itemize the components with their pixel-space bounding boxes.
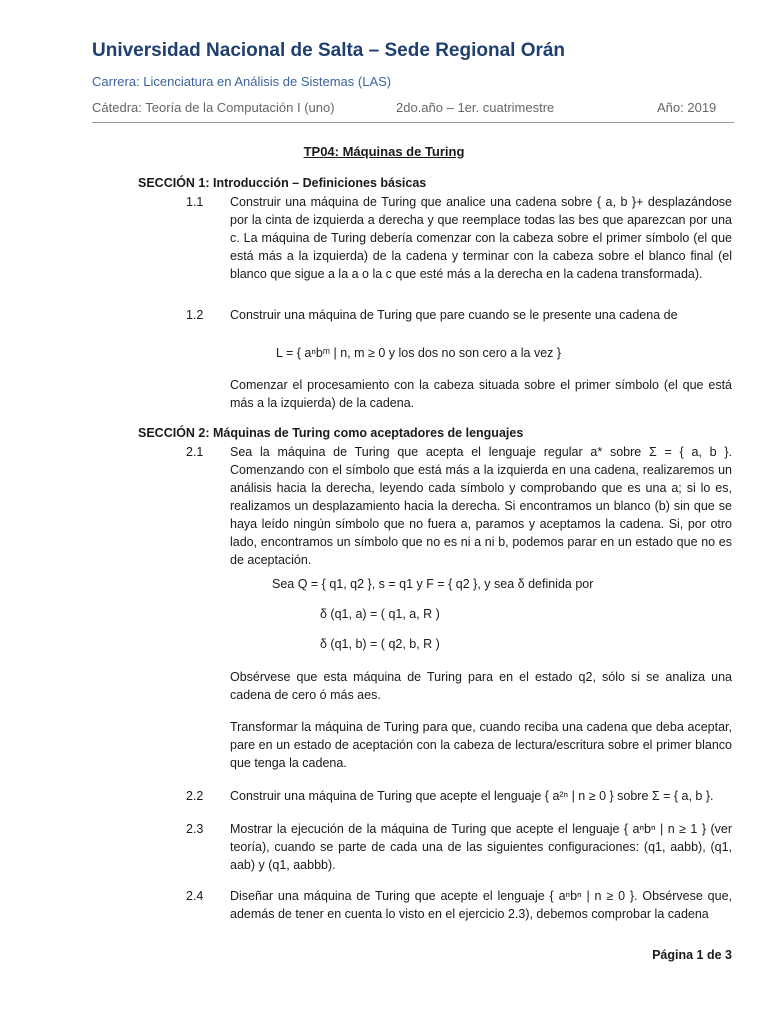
exercise-number: 2.3 [186, 822, 204, 836]
page-number: Página 1 de 3 [652, 948, 732, 962]
exercise-2-2-text: Construir una máquina de Turing que acepte el lenguaje { a²ⁿ | n ≥ 0 } sobre Σ = { a, b }. [230, 789, 714, 803]
exercise-number: 1.1 [186, 195, 204, 209]
language-formula: L = { aⁿbᵐ | n, m ≥ 0 y los dos no son cero a la vez } [276, 346, 562, 360]
exercise-number: 2.1 [186, 445, 204, 459]
machine-definition: Sea Q = { q1, q2 }, s = q1 y F = { q2 }, y sea δ definida por [272, 577, 594, 591]
exercise-2-1-task: Transformar la máquina de Turing para que, cuando reciba una cadena que deba aceptar, pare en un estado de aceptación con la cabeza de lectura/escritura sobre el primer blanco que tenga la cadena. [230, 720, 732, 770]
university-title: Universidad Nacional de Salta – Sede Regional Orán [92, 40, 566, 61]
section-2-heading: SECCIÓN 2: Máquinas de Turing como aceptadores de lenguajes [138, 426, 524, 440]
page-title: TP04: Máquinas de Turing [303, 144, 465, 159]
chair-label: Cátedra: Teoría de la Computación I (uno) [92, 100, 335, 115]
header-divider [92, 122, 734, 123]
exercise-2-1-text: Sea la máquina de Turing que acepta el lenguaje regular a* sobre Σ = { a, b }. Comenzando con el símbolo que está más a la izquierda en una cadena, realizaremos un análisis hacia la derecha, leyendo cada símbolo y comprobando que es una a; si lo es, realizamos un desplazamiento hacia la derecha. Si encontramos un blanco (b) sin que se haya leído ningún símbolo que no fuera a, paramos y aceptamos la cadena. Si, por otro lado, encontramos un símbolo que no es ni a ni b, podemos parar en un estado que no es de aceptación. [230, 445, 732, 567]
exercise-1-2-text: Construir una máquina de Turing que pare cuando se le presente una cadena de [230, 308, 678, 322]
exercise-1-1-text: Construir una máquina de Turing que analice una cadena sobre { a, b }+ desplazándose por la cinta de izquierda a derecha y que reemplace todas las bes que aparezcan por una c. La máquina de Turing debería comenzar con la cabeza sobre el primer símbolo (el que está más a la izquierda) de la cadena y terminar con la cabeza sobre el blanco final (el blanco que sigue a la a o la c que esté más a la derecha en la cadena transformada). [230, 195, 732, 281]
year-label: Año: 2019 [657, 100, 717, 115]
career-line: Carrera: Licenciatura en Análisis de Sistemas (LAS) [92, 74, 392, 89]
section-1-heading: SECCIÓN 1: Introducción – Definiciones básicas [138, 176, 427, 190]
exercise-number: 2.2 [186, 789, 204, 803]
exercise-number: 1.2 [186, 308, 204, 322]
exercise-2-3-text: Mostrar la ejecución de la máquina de Turing que acepte el lenguaje { aⁿbⁿ | n ≥ 1 } (ver teoría), cuando se parte de cada una de las siguientes configuraciones: (q1, aabb), (q1, aab) y (q1, aabbb). [230, 822, 732, 872]
exercise-1-2-instructions: Comenzar el procesamiento con la cabeza situada sobre el primer símbolo (el que está más a la izquierda) de la cadena. [230, 378, 732, 410]
exercise-2-1-note: Obsérvese que esta máquina de Turing para en el estado q2, sólo si se analiza una cadena de cero ó más aes. [230, 670, 732, 702]
transition-2: δ (q1, b) = ( q2, b, R ) [320, 637, 440, 651]
chair-row [92, 100, 734, 118]
exercise-number: 2.4 [186, 889, 204, 903]
exercise-2-4-text: Diseñar una máquina de Turing que acepte el lenguaje { aⁿbⁿ | n ≥ 0 }. Obsérvese que, además de tener en cuenta lo visto en el ejercicio 2.3), debemos comprobar la cadena [230, 889, 732, 921]
transition-1: δ (q1, a) = ( q1, a, R ) [320, 607, 440, 621]
term-label: 2do.año – 1er. cuatrimestre [396, 100, 555, 115]
